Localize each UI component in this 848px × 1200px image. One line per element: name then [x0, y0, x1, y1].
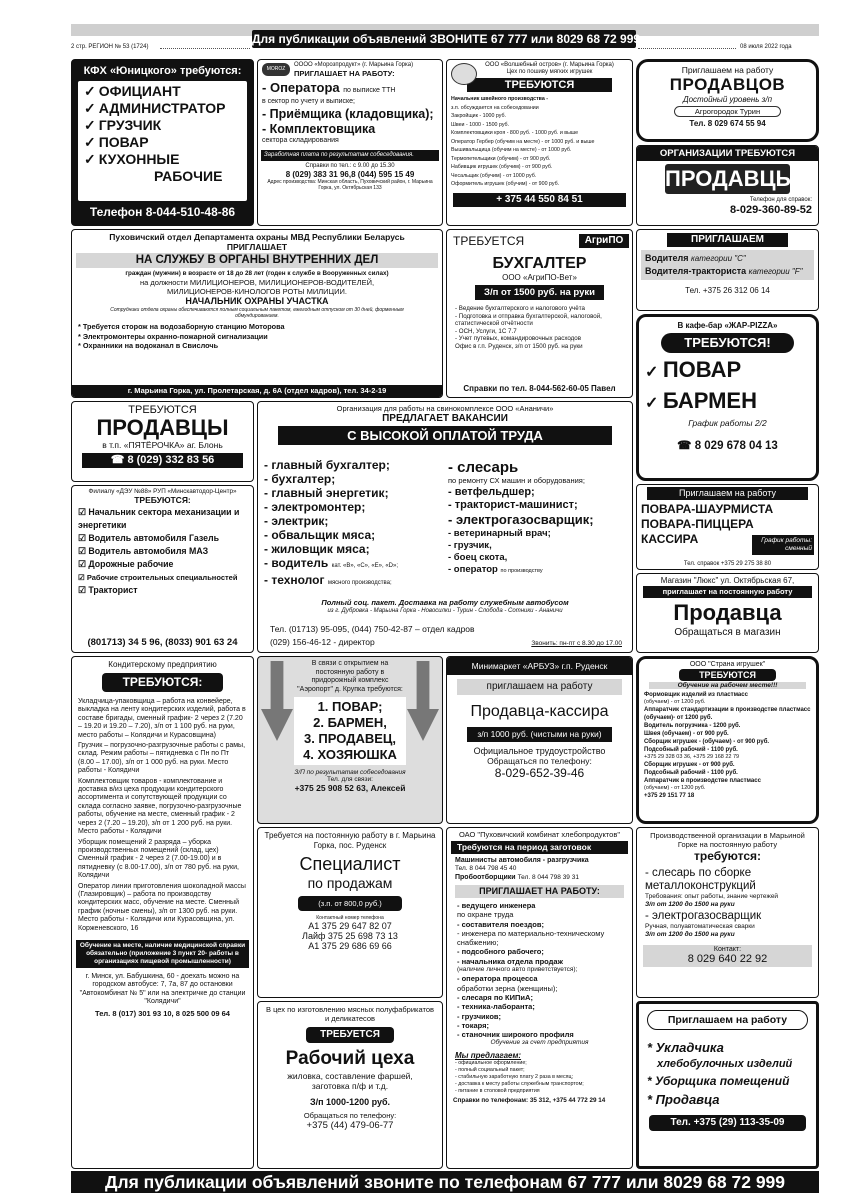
phone-icon: ☎ [677, 440, 695, 452]
phone-note: Телефон для справок: [749, 197, 812, 203]
ad-shaurma [636, 484, 819, 570]
ad-title: Пуховичский отдел Департамента охраны МВД Республики Беларусь [109, 232, 405, 242]
ad-phone: +375 25 908 52 63, Алексей [294, 783, 406, 793]
ad-drivers [636, 229, 819, 311]
top: ТРЕБУЕТСЯ [453, 234, 525, 248]
role: по продажам [307, 875, 393, 891]
ad-head: требуются: [694, 849, 761, 863]
top: ТРЕБУЮТСЯ [128, 404, 197, 416]
ad-phone: Тел. +375 (29) 113-35-09 [649, 1115, 806, 1131]
role: ПОВАРА-ПИЦЦЕРА [641, 517, 754, 531]
footer1: Полный соц. пакет. Доставка на работу служебным автобусом [321, 598, 569, 607]
ad-phone: Тел. 8 (017) 301 93 10, 8 025 500 09 64 [95, 1008, 230, 1018]
line: Сотрудники отдела охраны обеспечиваются полным социальным пакетом, ежегодным отпуском от 30 дней, форменным обмундированием. [110, 307, 404, 319]
bullets: * Требуется сторож на водозаборную станцию Моторова * Электромонтеры охранно-пожарной сигнализации * Охранники на водоканал в Свислочь [78, 322, 285, 350]
intro: Требуется на постоянную работу в г. Марьина Горка, пос. Руденск [264, 831, 436, 850]
role: ✓ ПОВАР [645, 357, 742, 382]
salary: з/п 1000 руб. (чистыми на руки) [467, 727, 612, 742]
ad-strana-igrushek [636, 656, 819, 824]
issue-number: 2 стр. РЕГИОН № 53 (1724) [71, 44, 149, 50]
line: граждан (мужчин) в возрасте от 18 до 28 лет (годен к службе в Вооруженных силах) [125, 270, 389, 277]
checkbox-icon: ☑ [78, 585, 89, 595]
ad-head: НА СЛУЖБУ В ОРГАНЫ ВНУТРЕННИХ ДЕЛ [76, 253, 438, 268]
ad-pyaterochka [71, 401, 254, 482]
ad-title: ТРЕБУЮТСЯ [467, 78, 612, 92]
phones: 8 (029) 383 31 96,8 (044) 595 15 49 [285, 170, 415, 179]
company: ООО "Страна игрушек" [689, 661, 766, 668]
ad-ananichi [257, 401, 633, 653]
ad-title: КФХ «Юницкого» требуются: [83, 65, 242, 77]
items: - ведущего инженера по охране труда - составителя поездов; - инженера по материально-техническому снабжению; - подсобного рабочего; - начальника отдела продаж (наличие личного авто приветствуется); - оператора процесса обработки зерна (женщины); - слесаря по КИПиА; - техника-лаборанта; - грузчиков; - токаря; - станочник широкого профиля Обучение за счет предприятия [457, 901, 605, 1047]
ad-volshebny [446, 59, 633, 226]
intro: Филиалу «ДЭУ №88» РУП «Минскавтодор-Центр» [88, 488, 237, 495]
ad-jar-pizza [636, 314, 819, 481]
ad-khleboproduktov [446, 827, 633, 1169]
ad-head: ТРЕБУЮТСЯ [679, 669, 776, 681]
ad-head: С ВЫСОКОЙ ОПЛАТОЙ ТРУДА [278, 426, 612, 445]
bar: Требуются на период заготовок [451, 841, 628, 854]
ad-phone: А1 375 29 647 82 07 [308, 921, 392, 931]
ad-phone: (029) 156-46-12 - директор [270, 637, 375, 647]
footer2: из г. Дубровка - Марьина Горка - Новосилки - Турин - Слобода - Сотники - Ананичи [327, 608, 563, 614]
salary: З/п 1000-1200 руб. [309, 1097, 391, 1107]
ad-title: ПРИГЛАШАЕМ [667, 233, 788, 247]
ad-title: ПРИГЛАШАЕТ НА РАБОТУ: [294, 69, 395, 78]
ad-phone: Справки по телефонам: 35 312, +375 44 772 29 14 [453, 1097, 606, 1105]
ad-title: ОАО "Пуховичский комбинат хлебопродуктов" [459, 830, 620, 839]
contact-block: Контакт: 8 029 640 22 92 [643, 945, 812, 967]
ad-phone: Лайф 375 25 698 73 13 [302, 931, 398, 941]
ad-phone: Тел. +375 26 312 06 14 [685, 286, 770, 295]
check-item: ✓ ОФИЦИАНТ [84, 83, 181, 99]
phone-icon: ☎ [110, 454, 128, 466]
check-item-extra: РАБОЧИЕ [154, 168, 223, 184]
right-list: - слесарь по ремонту СХ машин и оборудования; - ветфельдшер; - тракторист-машинист; - электрогазосварщик; - ветеринарный врач; - грузчик, - боец скота, - оператор по производству [448, 459, 594, 575]
ad-phone: 8-029-360-89-52 [730, 204, 812, 216]
items: 1. ПОВАР; 2. БАРМЕН, 3. ПРОДАВЕЦ, 4. ХОЗЯЮШКА [294, 697, 406, 765]
logo-icon: MOROZ [262, 63, 290, 76]
header-dots [638, 48, 736, 49]
check-item: ✓ КУХОННЫЕ [84, 151, 180, 167]
salary-bar: Заработная плата по результатам собеседования. [261, 150, 439, 161]
items: * Укладчика хлебобулочных изделий * Уборщика помещений * Продавца [647, 1040, 793, 1107]
hours: Звонить: пн-пт с 8.30 до 17.00 [531, 640, 622, 647]
bar: приглашаем на работу [457, 679, 622, 695]
salary: (з.п. от 800,0 руб.) [298, 896, 402, 911]
ad-lux [636, 573, 819, 653]
intro: В кафе-бар «ЖАР-PIZZA» [677, 321, 778, 330]
seasonal: Машинисты автомобиля - разгрузчика Тел. 8 044 798 45 40 Пробоотборщики Тел. 8 044 798 39 31 [455, 857, 589, 881]
checkbox-icon: ☑ [78, 573, 87, 582]
check-item: ✓ АДМИНИСТРАТОР [84, 100, 226, 116]
ad-head: ТРЕБУЮТСЯ: [102, 673, 223, 692]
role: ПРОДАВЦЫ [665, 164, 790, 194]
role: ПРОДАВЦОВ [669, 75, 786, 94]
sub: Обучение на рабочем месте!!! [649, 682, 806, 689]
ad-police [71, 229, 443, 398]
ad-head: ТРЕБУЮТСЯ! [661, 333, 794, 353]
address: г. Минск, ул. Бабушкина, 60 - доехать можно на городском автобусе: 7, 7а, 87 до остановки "Автокомбинат № 5" или на электричке до станции "Колядичи" [79, 972, 246, 1006]
paragraphs: Укладчица-упаковщица – работа на конвейере, выкладка на ленту кондитерских изделий, работа в составе бригады, сменный график- 2 через 2 (7.20 – 19.20 и 19.20 – 7.20), з/п от 1 100 руб. на руки, место работы – Колядичи и Курасовщина) Грузчик – погрузочно-разгрузочные работы с рамы, склад. Режим работы – пятидневка с Пн по Пт (8.00 – 17.00), з/п от 1 000 руб. на руки. Место работы - Колядичи Комплектовщик товаров - комплектование и доставка в/из цеха продукции кондитерского ассортимента и сопутствующей продукции со склада согласно заявке, погрузочно-разгрузочные работы, обучение на месте, сменный график - 2 через 2 (7.20 – 19.20), з/п от 1 200 руб. на руки. Место работы - Колядичи Уборщик помещений 2 разряда – уборка производственных помещений (склад, цех) Сменный график - 2 через 2 (7.00-19.00) и в пятидневку (с 8.00-17.00), з/п от 780 руб. на руки, Колядичи Оператор линии приготовления шоколадной массы (Глазировщик) – работа по производству кондитерских масс, обучение на месте. Сменный график (ночные смены), з/п от 1300 руб. на руки. Место работы - Колядичи или Курасовщина, ул. Корженевского, 16 [78, 698, 246, 932]
ad-kfh [71, 59, 254, 226]
ad-phone: + 375 44 550 84 51 [453, 193, 626, 207]
intro: Кондитерскому предприятию [108, 660, 217, 669]
schedule: График работы: сменный [752, 535, 814, 555]
ad-phone: Телефон 8-044-510-48-86 [89, 205, 236, 219]
intro: Магазин "Люкс" ул. Октябрьская 67, [660, 576, 795, 585]
footer-banner: Для публикации объявлений звоните по телефонам 67 777 или 8029 68 72 999 [71, 1171, 819, 1193]
ad-title: ОРГАНИЗАЦИИ ТРЕБУЮТСЯ [637, 146, 818, 161]
role: Продавца-кассира [470, 703, 609, 720]
roles: - слесарь по сборке металлоконструкций Требования: опыт работы, знание чертежей З/п от 1200 до 1500 на руки - электрогазосварщик Ручная, полуавтоматическая сварки З/п от 1200 до 1500 на руки [645, 867, 779, 938]
ad-phone: 8-029-652-39-46 [494, 766, 585, 780]
ad-phone: ☎ 8 (029) 332 83 56 [82, 453, 243, 468]
ad-phone: ☎ 8 029 678 04 13 [677, 440, 778, 452]
line: НАЧАЛЬНИК ОХРАНЫ УЧАСТКА [185, 296, 329, 306]
ad-phone: Справки по тел. 8-044-562-60-05 Павел [463, 384, 616, 393]
ad-pukhovich [636, 1001, 819, 1169]
intro: В цех по изготовлению мясных полуфабрикатов и деликатесов [266, 1005, 434, 1023]
intro: В связи с открытием на постоянную работу в придорожный комплекс "Аэропорт" д. Крупка требуются: [297, 660, 403, 693]
note: Обращаться по телефону: [487, 756, 592, 766]
ad-specialist [257, 827, 443, 998]
ad-body: - Оператора по выписке ТТН в сектор по учету и выписке; - Приёмщика (кладовщика); - Комплектовщика сектора складирования [262, 80, 434, 144]
line: МИЛИЦИОНЕРОВ-КИНОЛОГОВ РОТЫ МИЛИЦИИ. [167, 287, 347, 296]
role: Специалист [299, 854, 401, 874]
role: ✓ БАРМЕН [645, 388, 757, 413]
address: г. Марьина Горка, ул. Пролетарская, д. 6А (отдел кадров), тел. 34-2-19 [72, 385, 442, 397]
note: Обращаться в магазин [674, 627, 781, 638]
company: ОООО «Морозпродукт» (г. Марьина Горка) [294, 62, 414, 68]
ad-phone: А1 375 29 686 69 66 [308, 941, 392, 951]
ad-subtitle: ПРИГЛАШАЕТ [226, 242, 288, 252]
header-dots [160, 48, 250, 49]
ad-phone: +375 (44) 479-06-77 [306, 1120, 394, 1131]
ad-dsu [71, 485, 254, 653]
logo-icon: АгриПО [579, 234, 629, 248]
ad-metall [636, 827, 819, 998]
logo-icon [451, 63, 477, 85]
checkbox-icon: ☑ [78, 507, 89, 517]
ad-head: ТРЕБУЮТСЯ: [134, 495, 191, 505]
subtitle: Цех по пошиву мягких игрушек [506, 69, 593, 75]
med-note: Обучение на месте, наличие медицинской справки обязательно (приложение 3 пункт 20- работы в организациях пищевой промышленности) [76, 940, 249, 968]
desc: жиловка, составление фаршей, заготовка п/ф и т.д. [287, 1071, 413, 1091]
role: Рабочий цеха [285, 1048, 415, 1069]
ad-phone: Тел. справок +375 29 275 38 80 [683, 561, 772, 567]
salary: З/п от 1500 руб. на руки [475, 285, 604, 300]
ad-phone: Тел. (01713) 95-095, (044) 750-42-87 – отдел кадров [270, 624, 475, 634]
schedule: График работы 2/2 [688, 418, 767, 428]
note: Обращаться по телефону: [303, 1111, 397, 1120]
ad-agrogorodok [636, 59, 819, 142]
intro: Организация для работы на свинокомплексе ООО «Ананичи» [336, 404, 554, 413]
place: в т.п. «ПЯТЁРОЧКА» аг. Блонь [102, 440, 223, 450]
check-item: ✓ ПОВАР [84, 134, 149, 150]
ad-items [78, 81, 247, 201]
lines: Формовщик изделий из пластмасс (обучаем) - от 1200 руб. Аппаратчик стандартизации в производстве пластмасс (обучаем)- от 1200 руб. Водитель погрузчика - 1200 руб. Швея (обучаем) - от 900 руб. Сборщик игрушек - (обучаем) - от 900 руб. Подсобный рабочий - 1100 руб. +375 29 328 03 36, +375 29 168 22 79 Сборщик игрушек - от 900 руб. Подсобный рабочий - 1100 руб. Аппаратчик в производстве пластмасс (обучаем) - от 1200 руб. +375 29 151 77 18 [644, 692, 811, 799]
ad-phone: Тел. 8 029 674 55 94 [689, 119, 766, 128]
duties: - Ведение бухгалтерского и налогового учёта - Подготовка и отправка бухгалтерской, налоговой, статистической отчётности - ОСН, Услуги, 1С 7.7 - Учет путевых, командировочных расходов Офис в г.п. Руденск, з/п от 1500 руб. на руки [455, 305, 602, 350]
phones-note: Справки по тел.: с 9.00 до 15.30 [305, 163, 395, 169]
ad-organizations [636, 145, 819, 226]
ad-title: Приглашаем на работу [681, 65, 774, 75]
checkbox-icon: ☑ [78, 546, 89, 556]
role: КАССИРА [641, 532, 699, 546]
ad-phone: (801713) 34 5 96, (8033) 901 63 24 [87, 637, 238, 648]
offer-list: - официальное оформление; - полный социальный пакет; - стабильную заработную плату 2 раза в месяц; - доставка к месту работы служебным транспортом; - питание в столовой предприятия [455, 1060, 584, 1095]
salary: Достойный уровень з/п [682, 95, 773, 104]
ad-title: Приглашаем на работу [647, 1010, 808, 1030]
ad-tseh [257, 1001, 443, 1169]
address: Адрес производства: Минская область, Пуховичский район, г. Марьина Горка, ул. Октябрьская 133 [267, 179, 433, 191]
header-banner: Для публикации объявлений ЗВОНИТЕ 67 777 или 8029 68 72 999 [252, 32, 641, 46]
company: ООО «АгриПО-Вет» [502, 273, 577, 282]
ad-title: ПРЕДЛАГАЕТ ВАКАНСИИ [382, 413, 508, 424]
left-list: - главный бухгалтер; - бухгалтер; - главный энергетик; - электромонтер; - электрик; - обвальщик мяса; - жиловщик мяса; - водитель кат. «В», «С», «Е», «D»; - технолог мясного производства; [264, 458, 399, 587]
role: ПОВАРА-ШАУРМИСТА [641, 502, 774, 516]
ad-aeroport [257, 656, 443, 824]
ad-title: Приглашаем на работу [647, 487, 808, 500]
ad-arbuz [446, 656, 633, 824]
role: ПРОДАВЦЫ [96, 415, 229, 440]
line: на должности МИЛИЦИОНЕРОВ, МИЛИЦИОНЕРОВ-ВОДИТЕЛЕЙ, [139, 278, 375, 287]
role: Продавца [673, 600, 782, 625]
items: ☑ Начальник сектора механизации и энергетики ☑ Водитель автомобиля Газель ☑ Водитель автомобиля МАЗ ☑ Дорожные рабочие ☑ Рабочие строительных специальностей ☑ Тракторист [78, 507, 240, 595]
ad-lines: Начальник швейного производства - з.п. обсуждается на собеседовании Закройщик - 1000 руб. Швеи - 1000 - 1500 руб. Комплектовщики кроя - 800 руб. - 1000 руб. и выше Оператор Гербер (обучим на месте) - от 1000 руб. и выше Вышивальщица (обучим на месте) - от 1000 руб. Термопетельщики (обучим) - от 900 руб. Набивщик игрушек (обучим) - от 900 руб. Чесальщик (обучим) - от 1000 руб. Оформитель игрушек (обучим) - от 900 руб. [451, 96, 595, 187]
ad-konditer [71, 656, 254, 1169]
bar: приглашает на постоянную работу [643, 586, 812, 598]
ad-head: ТРЕБУЕТСЯ [306, 1027, 394, 1043]
checkbox-icon: ☑ [78, 559, 89, 569]
company: Агрогородок Турин [674, 106, 781, 117]
roles: Водителя категории "С" Водителя-тракториста категории "F" [641, 250, 814, 280]
checkbox-icon: ☑ [78, 533, 89, 543]
ad-morozprodukt [257, 59, 443, 226]
check-item: ✓ ГРУЗЧИК [84, 117, 162, 133]
invite: ПРИГЛАШАЕТ НА РАБОТУ: [455, 885, 624, 898]
company: ООО «Волшебный остров» (г. Марьина Горка) [485, 62, 614, 68]
contact: Контактный номер телефона [316, 915, 384, 921]
offer: Мы предлагаем: [455, 1051, 522, 1061]
issue-date: 08 июля 2022 года [740, 44, 792, 50]
intro: Производственной организации в Марьиной Горке на постоянную работу [650, 831, 805, 849]
ad-agripo [446, 229, 633, 398]
salary: З/П по результатам собеседования [294, 769, 406, 776]
phone-note: Тел. для связи: [327, 776, 373, 783]
role: БУХГАЛТЕР [492, 255, 587, 272]
intro: Минимаркет «АРБУЗ» г.п. Руденск [447, 657, 632, 675]
note: Официальное трудоустройство [473, 746, 606, 756]
